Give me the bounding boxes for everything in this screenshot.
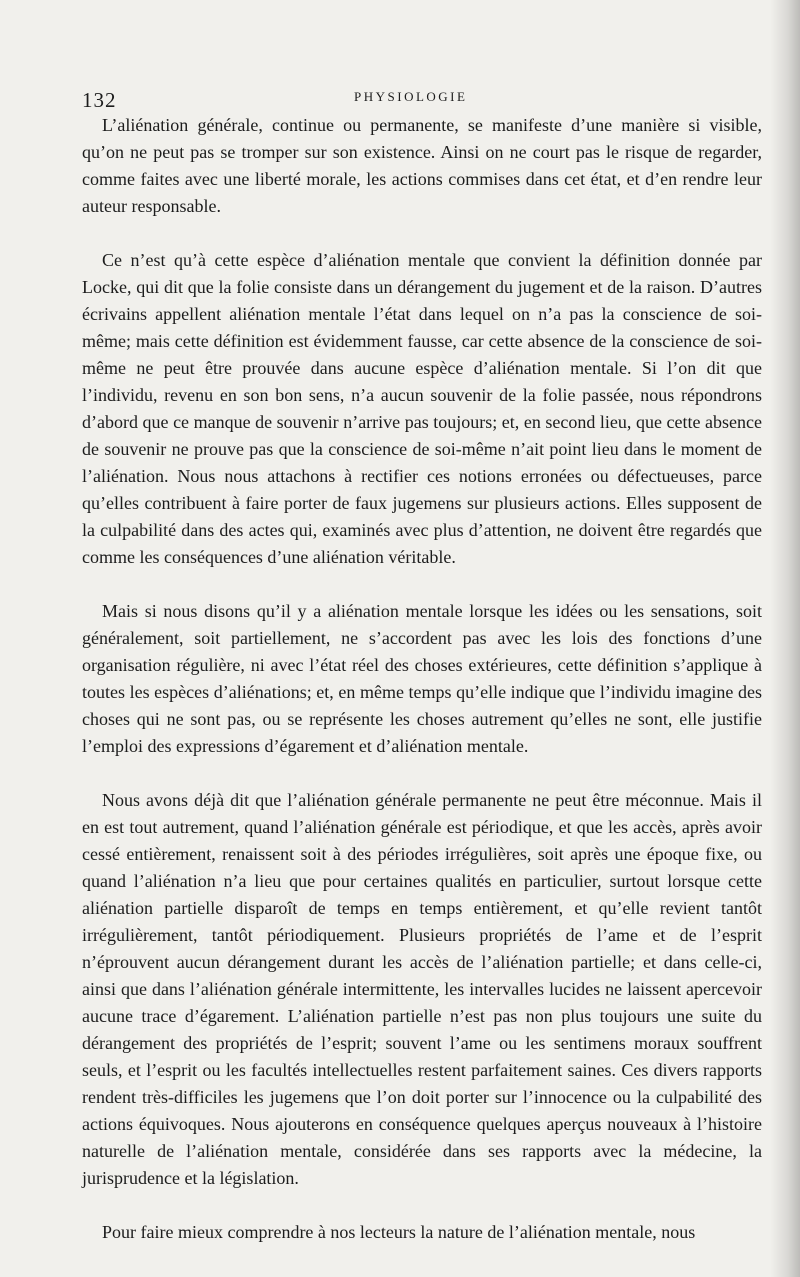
page-header	[82, 86, 762, 112]
page-number: 132	[82, 88, 117, 112]
paragraph-2: Ce n’est qu’à cette espèce d’aliénation mentale que convient la définition donnée par Locke, qui dit que la folie consiste dans un dérangement du jugement et de la raison. D’autres écrivains appellent aliénation mentale l’état dans lequel on n’a pas la conscience de soi-même; mais cette définition est évidemment fausse, car cette absence de la conscience de soi-même ne peut être prouvée dans aucune espèce d’aliénation mentale. Si l’on dit que l’individu, revenu en son bon sens, n’a aucun souvenir de la folie passée, nous répondrons d’abord que ce manque de souvenir n’arrive pas toujours; et, en second lieu, que cette absence de souvenir ne prouve pas que la conscience de soi-même n’ait point lieu dans le moment de l’aliénation. Nous nous attachons à rectifier ces notions erronées ou défectueuses, parce qu’elles contribuent à faire porter de faux jugemens sur plusieurs actions. Elles supposent de la culpabilité dans des actes qui, examinés avec plus d’attention, ne doivent être regardés que comme les conséquences d’une aliénation véritable.	[82, 250, 762, 567]
paragraph-1: L’aliénation générale, continue ou permanente, se manifeste d’une manière si visible, qu’on ne peut pas se tromper sur son existence. Ainsi on ne court pas le risque de regarder, comme faites avec une liberté morale, les actions commises dans cet état, et d’en rendre leur auteur responsable.	[82, 115, 762, 216]
paragraph-3: Mais si nous disons qu’il y a aliénation mentale lorsque les idées ou les sensations, soit généralement, soit partiellement, ne s’accordent pas avec les lois des fonctions d’une organisation régulière, ni avec l’état réel des choses extérieures, cette définition s’applique à toutes les espèces d’aliénations; et, en même temps qu’elle indique que l’individu imagine des choses qui ne sont pas, ou se représente les choses autrement qu’elles ne sont, elle justifie l’emploi des expressions d’égarement et d’aliénation mentale.	[82, 601, 762, 756]
paragraph-5: Pour faire mieux comprendre à nos lecteurs la nature de l’aliénation mentale, nous	[102, 1222, 696, 1242]
page-edge-shadow	[770, 0, 800, 1277]
paragraph-4: Nous avons déjà dit que l’aliénation générale permanente ne peut être méconnue. Mais il en est tout autrement, quand l’aliénation générale est périodique, et que les accès, après avoir cessé entièrement, renaissent soit à des périodes irrégulières, soit après une époque fixe, ou quand l’aliénation n’a lieu que pour certaines qualités en particulier, surtout lorsque cette aliénation partielle disparoît de temps en temps entièrement, et qu’elle revient tantôt irrégulièrement, tantôt périodiquement. Plusieurs propriétés de l’ame et de l’esprit n’éprouvent aucun dérangement durant les accès de l’aliénation partielle; et dans celle-ci, ainsi que dans l’aliénation générale intermittente, les intervalles lucides ne laissent apercevoir aucune trace d’égarement. L’aliénation partielle n’est pas non plus toujours une suite du dérangement des propriétés de l’esprit; souvent l’ame ou les sentimens moraux souffrent seuls, et l’esprit ou les facultés intellectuelles restent parfaitement saines. Ces divers rapports rendent très-difficiles les jugemens que l’on doit porter sur l’innocence ou la culpabilité des actions équivoques. Nous ajouterons en conséquence quelques aperçus nouveaux à l’histoire naturelle de l’aliénation mentale, considérée dans ses rapports avec la médecine, la jurisprudence et la législation.	[82, 790, 762, 1188]
running-head: PHYSIOLOGIE	[354, 89, 468, 104]
body-text	[82, 112, 762, 1273]
